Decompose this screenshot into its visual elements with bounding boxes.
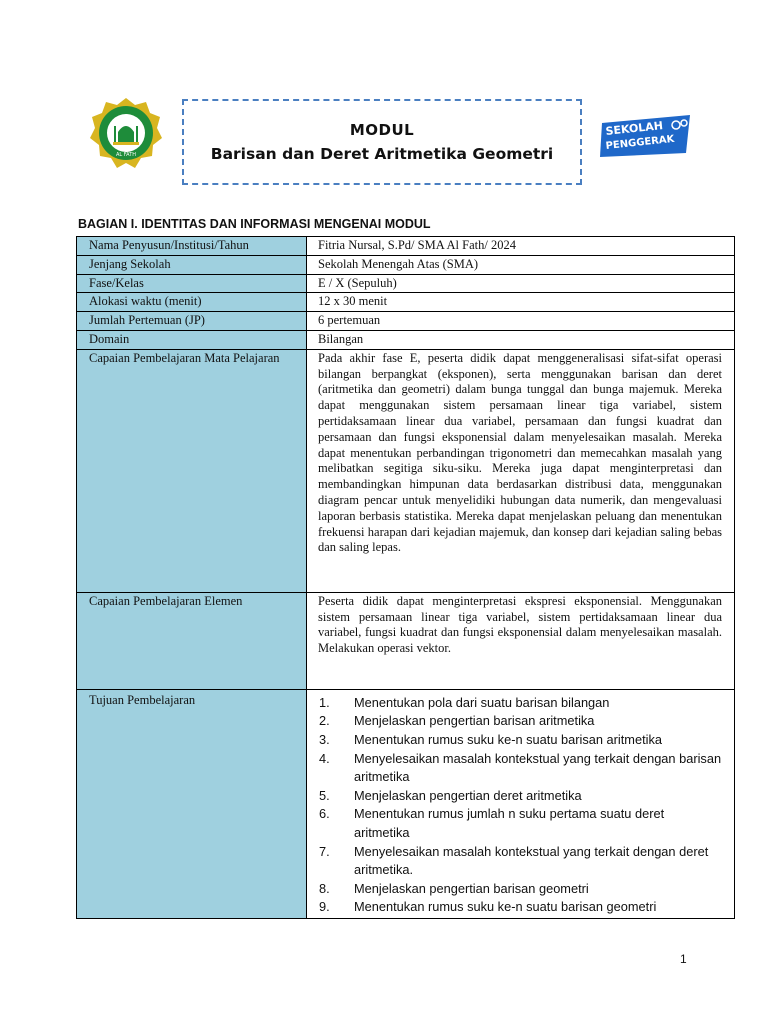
list-item <box>318 750 722 787</box>
page-number: 1 <box>680 952 687 966</box>
module-info-table <box>76 236 735 919</box>
row-label: Fase/Kelas <box>77 274 307 293</box>
module-title-box <box>182 99 582 185</box>
list-text: Menjelaskan pengertian deret aritmetika <box>354 787 582 803</box>
list-text: Menentukan rumus jumlah n suku pertama suatu deret aritmetika <box>354 806 665 840</box>
school-logo-text: AL FATH <box>115 152 137 158</box>
list-item <box>318 731 722 750</box>
list-number: 7. <box>319 843 330 859</box>
list-text: Menentukan rumus suku ke-n suatu barisan aritmetika <box>354 731 662 747</box>
sekolah-penggerak-line2: PENGGERAK <box>605 133 675 152</box>
row-label: Tujuan Pembelajaran <box>77 689 307 918</box>
row-label: Nama Penyusun/Institusi/Tahun <box>77 237 307 256</box>
table-row <box>77 237 735 256</box>
school-logo <box>88 96 164 172</box>
list-text: Menjelaskan pengertian barisan geometri <box>354 880 589 896</box>
list-item <box>318 898 722 917</box>
row-label: Jumlah Pertemuan (JP) <box>77 312 307 331</box>
list-text: Menentukan rumus suku ke-n suatu barisan geometri <box>354 899 657 915</box>
list-number: 1. <box>319 694 330 710</box>
sekolah-penggerak-line1: SEKOLAH <box>604 119 664 138</box>
list-number: 5. <box>319 787 330 803</box>
list-item <box>318 880 722 899</box>
capaian-mapel-text: Pada akhir fase E, peserta didik dapat menggeneralisasi sifat-sifat operasi bilangan berpangkat (eksponen), serta menggunakan barisan dan deret (aritmetika dan geometri) dalam bunga tunggal dan bunga majemuk. Mereka dapat menggunakan sistem persamaan linear tiga variabel, sistem pertidaksamaan linear dua variabel, persamaan dan fungsi kuadrat dan persamaan dan fungsi eksponensial dalam menyelesaikan masalah. Mereka dapat menentukan perbandingan trigonometri dan memecahkan masalah yang melibatkan segitiga siku-siku. Mereka juga dapat menginterpretasi dan membandingkan himpunan data berdasarkan distribusi data, menggunakan diagram pencar untuk menyelidiki hubungan data numerik, dan mengevaluasi laporan berbasis statistika. Mereka dapat menjelaskan peluang dan menentukan frekuensi harapan dari kejadian majemuk, dan konsep dari kejadian saling bebas dan saling lepas. <box>307 349 735 592</box>
table-row <box>77 255 735 274</box>
list-text: Menyelesaikan masalah kontekstual yang terkait dengan barisan aritmetika <box>354 750 722 785</box>
row-value: Sekolah Menengah Atas (SMA) <box>307 255 735 274</box>
list-text: Menentukan pola dari suatu barisan bilangan <box>354 694 610 710</box>
row-value: E / X (Sepuluh) <box>307 274 735 293</box>
tujuan-list <box>318 694 722 917</box>
row-label: Capaian Pembelajaran Mata Pelajaran <box>77 349 307 592</box>
row-value: 12 x 30 menit <box>307 293 735 312</box>
list-item <box>318 694 722 713</box>
module-label: MODUL <box>349 121 415 139</box>
list-number: 8. <box>319 880 330 896</box>
list-item <box>318 843 722 880</box>
list-item <box>318 712 722 731</box>
list-number: 2. <box>319 713 330 729</box>
section-heading: BAGIAN I. IDENTITAS DAN INFORMASI MENGENAI MODUL <box>78 217 431 231</box>
table-row-capaian-mapel <box>77 349 735 592</box>
list-number: 4. <box>319 750 330 766</box>
row-label: Alokasi waktu (menit) <box>77 293 307 312</box>
list-item <box>318 787 722 806</box>
list-text: Menyelesaikan masalah kontekstual yang terkait dengan deret aritmetika. <box>354 843 709 878</box>
list-number: 9. <box>319 899 330 915</box>
row-value: Bilangan <box>307 330 735 349</box>
row-label: Domain <box>77 330 307 349</box>
row-label: Jenjang Sekolah <box>77 255 307 274</box>
row-value: Fitria Nursal, S.Pd/ SMA Al Fath/ 2024 <box>307 237 735 256</box>
row-label: Capaian Pembelajaran Elemen <box>77 592 307 689</box>
list-item <box>318 805 722 842</box>
list-number: 3. <box>319 731 330 747</box>
table-row <box>77 274 735 293</box>
capaian-elemen-text: Peserta didik dapat menginterpretasi ekspresi eksponensial. Menggunakan sistem persamaan linear tiga variabel, sistem pertidaksamaan linear dua variabel, fungsi kuadrat dan fungsi eksponensial dalam menyelesaikan masalah. Melakukan operasi vektor. <box>307 592 735 689</box>
table-row <box>77 293 735 312</box>
tujuan-cell <box>307 689 735 918</box>
list-text: Menjelaskan pengertian barisan aritmetika <box>354 713 595 729</box>
table-row <box>77 330 735 349</box>
table-row <box>77 312 735 331</box>
row-value: 6 pertemuan <box>307 312 735 331</box>
table-row-tujuan <box>77 689 735 918</box>
sekolah-penggerak-logo <box>598 113 694 159</box>
table-row-capaian-elemen <box>77 592 735 689</box>
list-number: 6. <box>319 806 330 822</box>
module-title: Barisan dan Deret Aritmetika Geometri <box>210 145 554 163</box>
